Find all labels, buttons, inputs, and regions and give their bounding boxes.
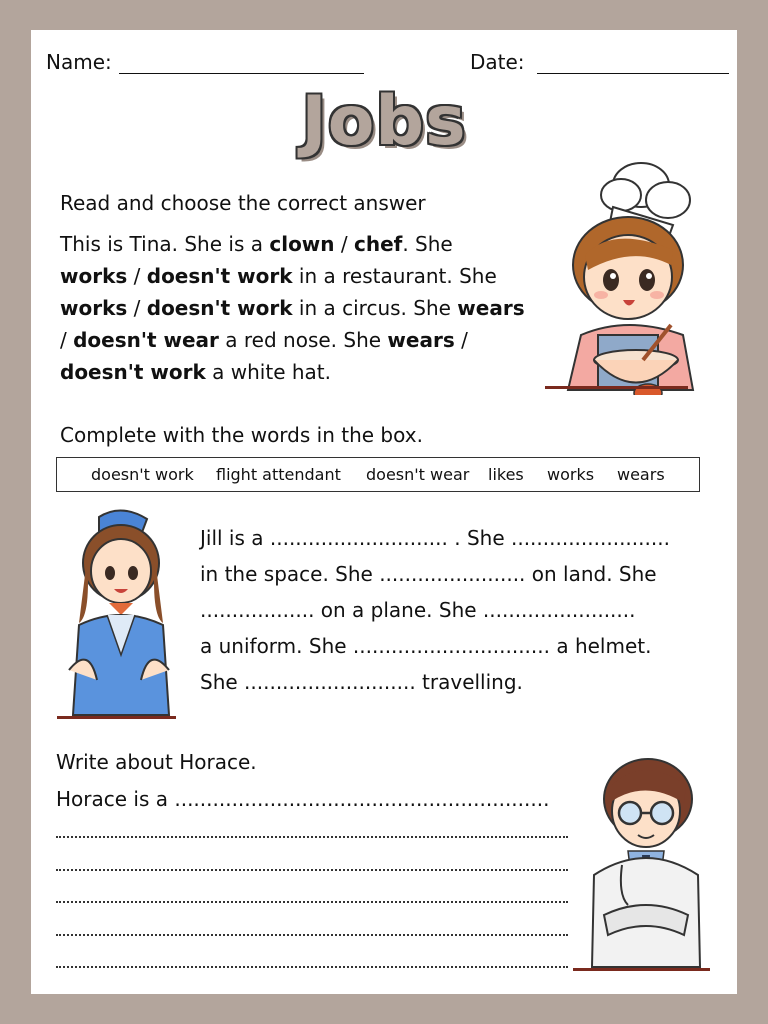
word-box-item: likes [488, 465, 524, 484]
fill-line[interactable]: .................. on a plane. She ........................ [200, 598, 636, 622]
tina-line-1 [60, 228, 550, 260]
text: a white hat. [205, 360, 331, 384]
choice-doesnt-work-3[interactable]: doesn't work [60, 360, 206, 384]
word-box-item: doesn't work [91, 465, 194, 484]
word-box [56, 457, 700, 492]
choice-works-1[interactable]: works [60, 264, 128, 288]
choice-wears-2[interactable]: wears [387, 328, 455, 352]
attendant-floor-line [57, 716, 176, 719]
date-input-line[interactable] [537, 73, 729, 74]
writing-line[interactable] [56, 966, 568, 968]
text: in a circus. She [292, 296, 458, 320]
horace-first-line[interactable]: Horace is a ........................................................... [56, 787, 550, 811]
page-title: Jobs [301, 82, 467, 161]
name-label: Name: [46, 50, 112, 74]
chef-illustration-icon [543, 155, 718, 395]
word-box-item: flight attendant [216, 465, 341, 484]
sep: / [127, 296, 147, 320]
word-box-item: doesn't wear [366, 465, 470, 484]
section3-instruction: Write about Horace. [56, 750, 257, 774]
choice-doesnt-work-2[interactable]: doesn't work [146, 296, 293, 320]
text: in a restaurant. She [292, 264, 497, 288]
sep: / [127, 264, 147, 288]
tina-line-2 [60, 260, 550, 292]
chef-floor-line [545, 386, 688, 389]
text: . She [402, 232, 453, 256]
word-box-item: wears [617, 465, 665, 484]
worksheet-page [31, 30, 737, 994]
doctor-illustration-icon [584, 745, 704, 969]
choice-doesnt-work-1[interactable]: doesn't work [146, 264, 293, 288]
sep: / [60, 328, 74, 352]
writing-line[interactable] [56, 836, 568, 838]
word-box-item: works [547, 465, 595, 484]
section1-instruction: Read and choose the correct answer [60, 191, 426, 215]
writing-line[interactable] [56, 901, 568, 903]
tina-paragraph [60, 228, 550, 388]
writing-line[interactable] [56, 934, 568, 936]
tina-line-4 [60, 324, 550, 356]
choice-doesnt-wear[interactable]: doesn't wear [73, 328, 219, 352]
text: This is Tina. She is a [60, 232, 263, 256]
choice-works-2[interactable]: works [60, 296, 128, 320]
text: a red nose. She [218, 328, 388, 352]
tina-line-5 [60, 356, 550, 388]
fill-line[interactable]: in the space. She ....................... on land. She [200, 562, 657, 586]
date-label: Date: [470, 50, 525, 74]
name-input-line[interactable] [119, 73, 364, 74]
sep: / [454, 328, 468, 352]
jill-paragraph [200, 520, 720, 700]
writing-line[interactable] [56, 869, 568, 871]
doctor-floor-line [573, 968, 710, 971]
fill-line[interactable]: She ........................... travelling. [200, 670, 523, 694]
choice-clown[interactable]: clown [269, 232, 335, 256]
choice-chef[interactable]: chef [353, 232, 403, 256]
tina-line-3 [60, 292, 550, 324]
fill-line[interactable]: Jill is a ............................ . She ......................... [200, 526, 670, 550]
choice-wears-1[interactable]: wears [457, 296, 525, 320]
fill-line[interactable]: a uniform. She ............................... a helmet. [200, 634, 652, 658]
sep: / [334, 232, 354, 256]
section2-instruction: Complete with the words in the box. [60, 423, 423, 447]
flight-attendant-illustration-icon [59, 505, 179, 717]
